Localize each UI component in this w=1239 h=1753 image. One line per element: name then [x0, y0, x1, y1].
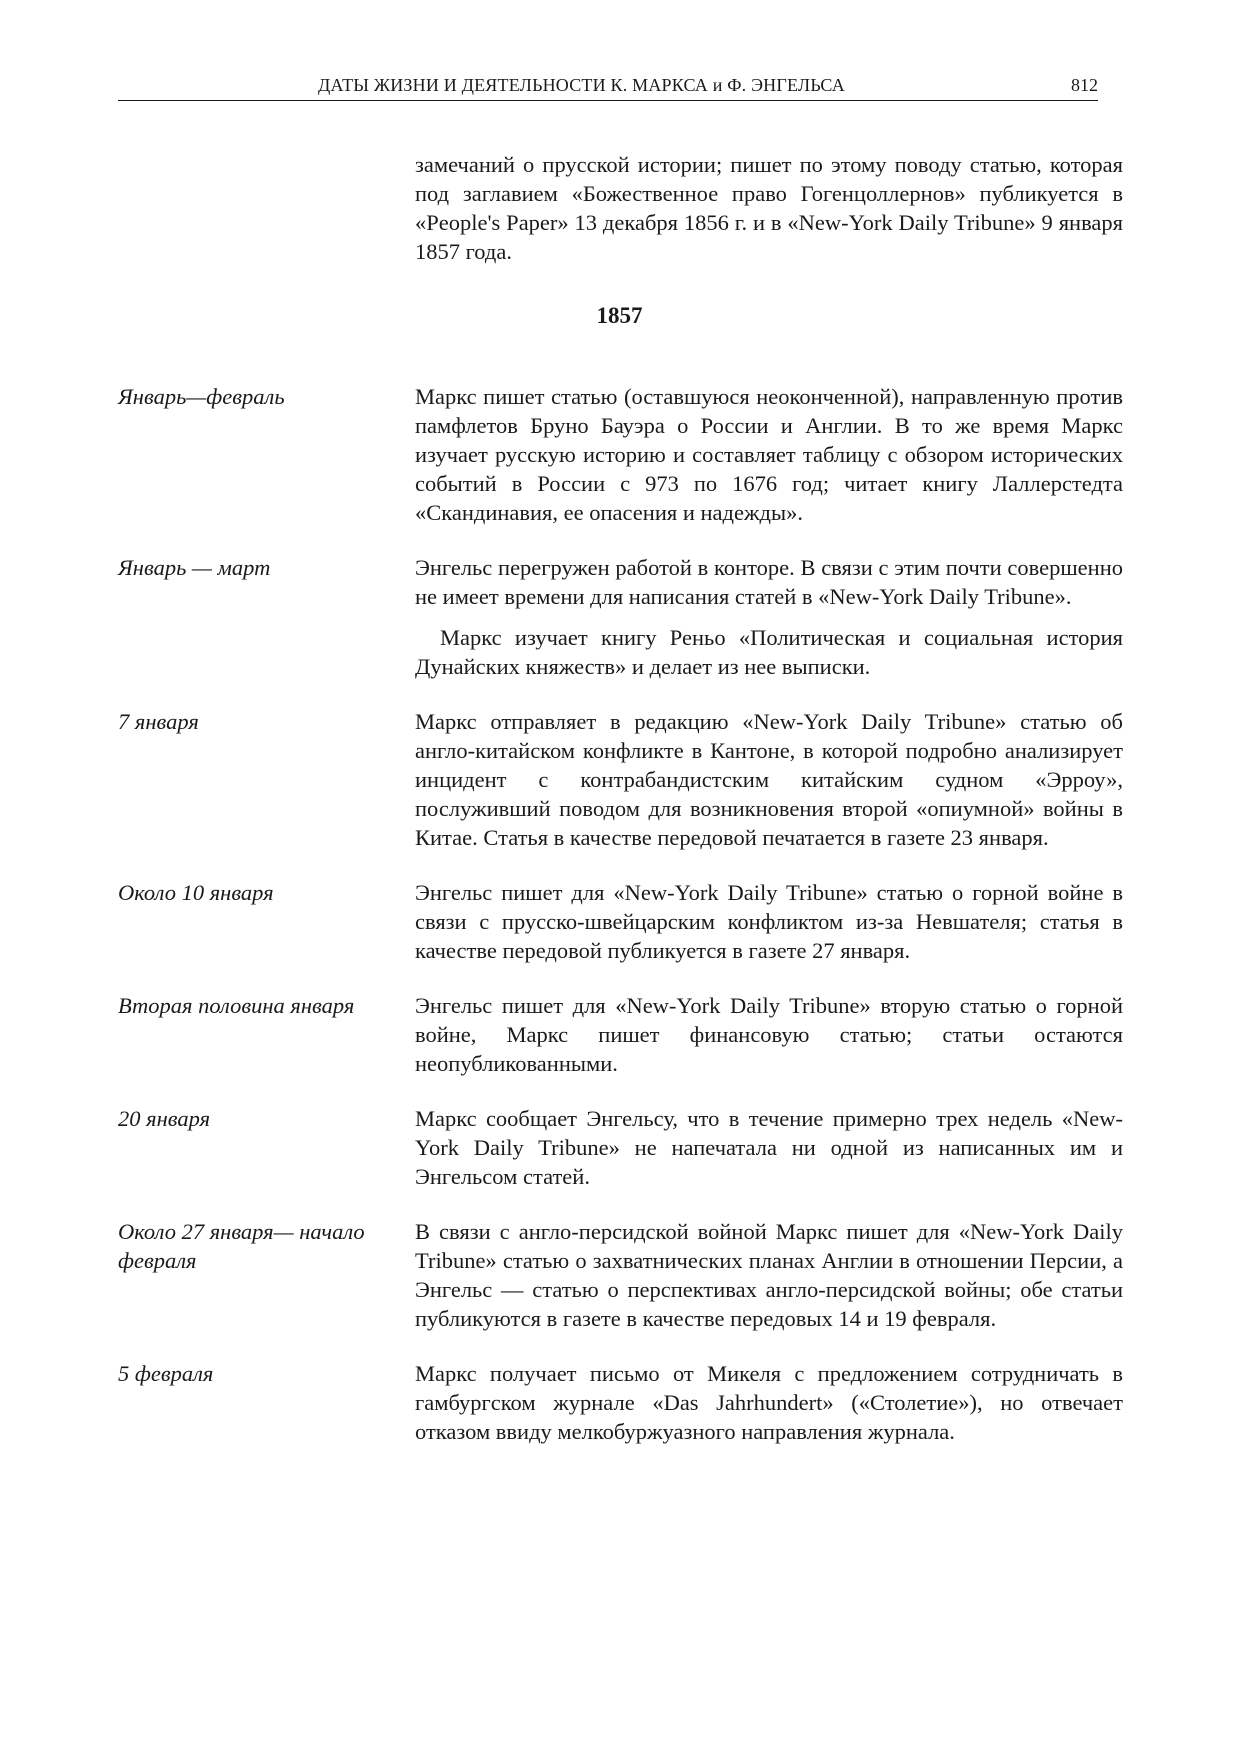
running-head: [118, 74, 1098, 101]
entry-paragraph: В связи с англо-персидской войной Маркс пишет для «New-York Daily Tribune» статью о захватнических планах Англии в отношении Персии, а Энгельс — статью о перспективах англо-персидской войны; обе статьи публикуются в газете в качестве передовых 14 и 19 февраля.: [415, 1219, 1123, 1331]
intro-paragraph: замечаний о прусской истории; пишет по этому поводу статью, которая под заглавием «Божественное право Гогенцоллернов» публикуется в «People's Paper» 13 декабря 1856 г. и в «New-York Daily Tribune» 9 января 1857 года.: [415, 152, 1123, 264]
entry-date: Январь—февраль: [118, 384, 285, 409]
entry-body: [415, 553, 1123, 681]
chronology-entry: [118, 382, 1123, 527]
entry-body: [415, 1104, 1123, 1191]
entry-date: Около 10 января: [118, 880, 274, 905]
entry-date: Январь — март: [118, 555, 271, 580]
chronology-entry: [118, 991, 1123, 1078]
entry-date: Около 27 января— начало февраля: [118, 1219, 365, 1273]
entry-paragraph: Маркс изучает книгу Реньо «Политическая и социальная история Дунайских княжеств» и делает из нее выписки.: [415, 625, 1123, 679]
entry-paragraph: Маркс пишет статью (оставшуюся неоконченной), направленную против памфлетов Бруно Бауэра о России и Англии. В то же время Маркс изучает русскую историю и составляет таблицу с обзором исторических событий в России с 973 по 1676 год; читает книгу Лаллерстедта «Скандинавия, ее опасения и надежды».: [415, 384, 1123, 525]
entry-body: [415, 878, 1123, 965]
entry-date: Вторая половина января: [118, 993, 355, 1018]
chronology-entry: [118, 1359, 1123, 1446]
entry-date: 5 февраля: [118, 1361, 214, 1386]
running-head-title: ДАТЫ ЖИЗНИ И ДЕЯТЕЛЬНОСТИ К. МАРКСА и Ф. ЭНГЕЛЬСА: [318, 75, 845, 95]
entry-paragraph: Энгельс пишет для «New-York Daily Tribune» вторую статью о горной войне, Маркс пишет финансовую статью; статьи остаются неопубликованными.: [415, 993, 1123, 1076]
entry-date: 20 января: [118, 1106, 211, 1131]
entry-paragraph: Энгельс перегружен работой в конторе. В связи с этим почти совершенно не имеет времени для написания статей в «New-York Daily Tribune».: [415, 555, 1123, 609]
chronology-entry: [118, 1217, 1123, 1333]
entry-paragraph: Энгельс пишет для «New-York Daily Tribune» статью о горной войне в связи с прусско-швейцарским конфликтом из-за Невшателя; статья в качестве передовой публикуется в газете 27 января.: [415, 880, 1123, 963]
entry-paragraph: Маркс сообщает Энгельсу, что в течение примерно трех недель «New-York Daily Tribune» не напечатала ни одной из написанных им и Энгельсом статей.: [415, 1106, 1123, 1189]
chronology-entry: [118, 707, 1123, 852]
entry-body: [415, 382, 1123, 527]
chronology-entry: [118, 1104, 1123, 1191]
chronology-entry: [118, 878, 1123, 965]
entry-paragraph: Маркс отправляет в редакцию «New-York Daily Tribune» статью об англо-китайском конфликте в Кантоне, в которой подробно анализирует инцидент с контрабандистским китайским судном «Эрроу», послуживший поводом для возникновения второй «опиумной» войны в Китае. Статья в качестве передовой печатается в газете 23 января.: [415, 709, 1123, 850]
entry-body: [415, 991, 1123, 1078]
year-heading: 1857: [596, 303, 643, 328]
page-number: 812: [1071, 75, 1098, 95]
entry-body: [415, 1217, 1123, 1333]
entry-body: [415, 707, 1123, 852]
chronology-entries: [118, 382, 1123, 1472]
entry-paragraph: Маркс получает письмо от Микеля с предложением сотрудничать в гамбургском журнале «Das Jahrhundert» («Столетие»), но отвечает отказом ввиду мелкобуржуазного направления журнала.: [415, 1361, 1123, 1444]
chronology-entry: [118, 553, 1123, 681]
entry-body: [415, 1359, 1123, 1446]
entry-date: 7 января: [118, 709, 199, 734]
